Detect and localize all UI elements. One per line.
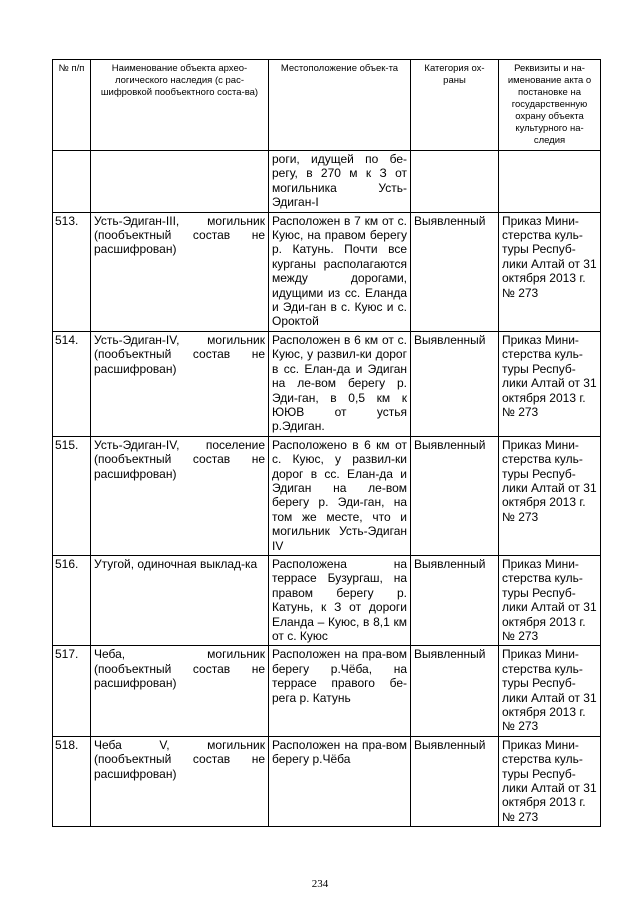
- row-object-name: [91, 151, 269, 213]
- row-act: Приказ Мини-стерства куль-туры Респуб-лики Алтай от 31 октября 2013 г. № 273: [499, 331, 601, 436]
- row-num: 517.: [53, 646, 91, 736]
- row-object-name: Усть-Эдиган-IV, поселение (пообъектный состав не расшифрован): [91, 436, 269, 555]
- row-act: Приказ Мини-стерства куль-туры Респуб-лики Алтай от 31 октября 2013 г. № 273: [499, 646, 601, 736]
- row-category: Выявленный: [411, 736, 499, 826]
- table-row: [53, 646, 601, 736]
- page-number: 234: [311, 878, 329, 890]
- row-category: Выявленный: [411, 436, 499, 555]
- row-location: Расположен в 6 км от с. Куюс, у развил-ки дорог в сс. Елан-да и Эдиган на ле-вом берегу р. Эди-ган, в 0,5 км к ЮЮВ от устья р.Эдиган.: [269, 331, 411, 436]
- row-category: [411, 151, 499, 213]
- header-location: Местоположение объек-та: [269, 60, 411, 151]
- header-category: Категория ох-раны: [411, 60, 499, 151]
- row-object-name: Усть-Эдиган-IV, могильник (пообъектный состав не расшифрован): [91, 331, 269, 436]
- row-object-name: Чеба, могильник (пообъектный состав не расшифрован): [91, 646, 269, 736]
- row-location: Расположено в 6 км от с. Куюс, у развил-ки дорог в сс. Елан-да и Эдиган на ле-вом берегу р. Эди-ган, на том же месте, что и могильник Усть-Эдиган IV: [269, 436, 411, 555]
- row-num: 513.: [53, 212, 91, 331]
- row-category: Выявленный: [411, 212, 499, 331]
- row-act: Приказ Мини-стерства куль-туры Респуб-лики Алтай от 31 октября 2013 г. № 273: [499, 436, 601, 555]
- row-location: Расположен на пра-вом берегу р.Чёба, на террасе правого бе-рега р. Катунь: [269, 646, 411, 736]
- heritage-registry-table: [52, 59, 601, 827]
- row-object-name: Чеба V, могильник (пообъектный состав не расшифрован): [91, 736, 269, 826]
- table-row: [53, 331, 601, 436]
- row-category: Выявленный: [411, 555, 499, 645]
- row-location: Расположена на террасе Бузургаш, на правом берегу р. Катунь, к З от дороги Еланда – Куюс, в 8,1 км от с. Куюс: [269, 555, 411, 645]
- table-header-row: [53, 60, 601, 151]
- row-act: [499, 151, 601, 213]
- row-act: Приказ Мини-стерства куль-туры Респуб-лики Алтай от 31 октября 2013 г. № 273: [499, 555, 601, 645]
- header-object-name: Наименование объекта архео-логического наследия (с рас-шифровкой пообъектного соста-ва): [91, 60, 269, 151]
- row-category: Выявленный: [411, 646, 499, 736]
- row-location: Расположен на пра-вом берегу р.Чёба: [269, 736, 411, 826]
- table-row: [53, 555, 601, 645]
- row-act: Приказ Мини-стерства куль-туры Респуб-лики Алтай от 31 октября 2013 г. № 273: [499, 212, 601, 331]
- row-num: 516.: [53, 555, 91, 645]
- row-num: [53, 151, 91, 213]
- header-act: Реквизиты и на-именование акта о постановке на государственную охрану объекта культурного на-следия: [499, 60, 601, 151]
- row-num: 514.: [53, 331, 91, 436]
- row-location: Расположен в 7 км от с. Куюс, на правом берегу р. Катунь. Почти все курганы располагаются между дорогами, идущими из сс. Еланда и Эди-ган в с. Куюс и с. Ороктой: [269, 212, 411, 331]
- row-act: Приказ Мини-стерства куль-туры Респуб-лики Алтай от 31 октября 2013 г. № 273: [499, 736, 601, 826]
- row-location: роги, идущей по бе-регу, в 270 м к З от могильника Усть-Эдиган-I: [269, 151, 411, 213]
- row-num: 518.: [53, 736, 91, 826]
- row-object-name: Усть-Эдиган-III, могильник (пообъектный состав не расшифрован): [91, 212, 269, 331]
- table-row: [53, 151, 601, 213]
- header-num: № п/п: [53, 60, 91, 151]
- row-num: 515.: [53, 436, 91, 555]
- table-row: [53, 736, 601, 826]
- table-body: [53, 151, 601, 827]
- table-row: [53, 436, 601, 555]
- row-category: Выявленный: [411, 331, 499, 436]
- row-object-name: Утугой, одиночная выклад-ка: [91, 555, 269, 645]
- table-row: [53, 212, 601, 331]
